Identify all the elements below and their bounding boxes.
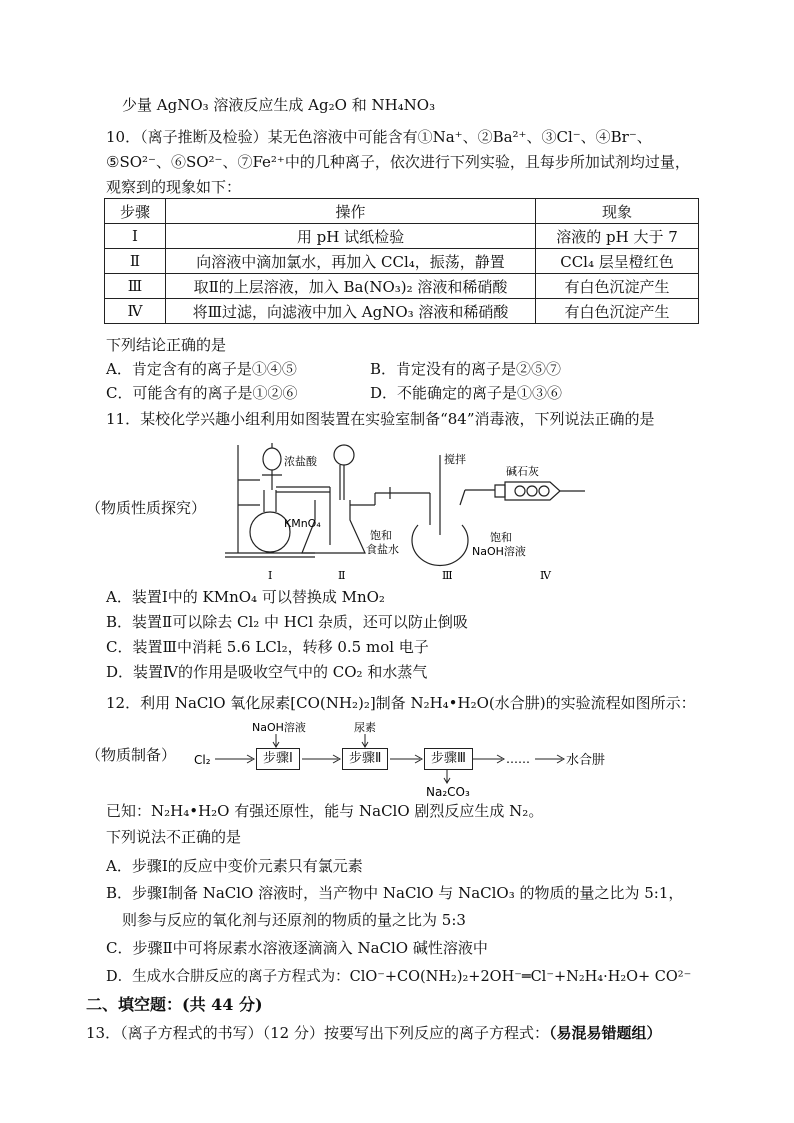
kmno4-label: KMnO₄ (284, 517, 321, 530)
q10-option-a: A．肯定含有的离子是①④⑤ (106, 360, 297, 378)
flow-step3-box: 步骤Ⅲ (424, 748, 473, 770)
table-cell: 向溶液中滴加氯水，再加入 CCl₄，振荡，静置 (166, 249, 536, 274)
device-label-iii: Ⅲ (442, 569, 453, 582)
table-cell: 用 pH 试纸检验 (166, 224, 536, 249)
q12-option-a: A．步骤Ⅰ的反应中变价元素只有氯元素 (106, 857, 363, 875)
q12-stem: 12．利用 NaClO 氧化尿素[CO(NH₂)₂]制备 N₂H₄•H₂O(水合肼)的实验流程如图所示： (106, 694, 696, 712)
table-cell: Ⅰ (105, 224, 166, 249)
table-header: 现象 (536, 199, 699, 224)
cl2-label: Cl₂ (194, 753, 211, 767)
q10-option-c: C．可能含有的离子是①②⑥ (106, 384, 298, 402)
top-line: 少量 AgNO₃ 溶液反应生成 Ag₂O 和 NH₄NO₃ (122, 96, 436, 114)
experiment-table (104, 198, 699, 324)
q11-tag: （物质性质探究） (86, 499, 207, 517)
q13-line (86, 1022, 661, 1044)
stir-label: 搅拌 (444, 453, 466, 466)
q10-line1: 10．（离子推断及检验）某无色溶液中可能含有①Na⁺、②Ba²⁺、③Cl⁻、④Br⁻、 (106, 128, 652, 146)
device-label-i: Ⅰ (268, 569, 273, 582)
q10-option-d: D．不能确定的离子是①③⑥ (370, 384, 563, 402)
table-row (105, 249, 699, 274)
q13-bold-tail: （易混易错题组） (548, 1024, 662, 1042)
flow-step1-box: 步骤Ⅰ (256, 748, 300, 770)
table-row (105, 274, 699, 299)
product-label: 水合肼 (566, 753, 606, 768)
table-header-row (105, 199, 699, 224)
table-row (105, 299, 699, 324)
q11-option-d: D．装置Ⅳ的作用是吸收空气中的 CO₂ 和水蒸气 (106, 663, 428, 681)
q12-stem2: 下列说法不正确的是 (106, 828, 242, 846)
table-header: 操作 (166, 199, 536, 224)
q12-tag: （物质制备） (86, 746, 177, 764)
table-cell: Ⅲ (105, 274, 166, 299)
q10-stem: 下列结论正确的是 (106, 336, 227, 354)
na2co3-label: Na₂CO₃ (426, 785, 470, 798)
q10-line3: 观察到的现象如下： (106, 178, 242, 196)
q11-option-c: C．装置Ⅲ中消耗 5.6 LCl₂，转移 0.5 mol 电子 (106, 638, 429, 656)
q10-line2: ⑤SO²⁻、⑥SO²⁻、⑦Fe²⁺中的几种离子，依次进行下列实验，且每步所加试剂均过量， (106, 153, 690, 171)
table-cell: 溶液的 pH 大于 7 (536, 224, 699, 249)
brine-label-1: 饱和 (370, 529, 392, 542)
flow-step2-box: 步骤Ⅱ (342, 748, 388, 770)
soda-lime-label: 碱石灰 (506, 465, 539, 478)
section-2-title: 二、填空题：(共 44 分) (86, 995, 263, 1014)
brine-label-2: 食盐水 (366, 543, 399, 556)
table-row (105, 224, 699, 249)
urea-label: 尿素 (354, 721, 376, 734)
q11-option-a: A．装置Ⅰ中的 KMnO₄ 可以替换成 MnO₂ (106, 588, 385, 606)
naoh-label-1: 饱和 (490, 531, 512, 544)
apparatus-diagram (220, 435, 590, 585)
table-cell: 将Ⅲ过滤，向滤液中加入 AgNO₃ 溶液和稀硝酸 (166, 299, 536, 324)
device-label-ii: Ⅱ (338, 569, 346, 582)
q13-text: 13．（离子方程式的书写）（12 分）按要写出下列反应的离子方程式： (86, 1024, 549, 1042)
dots-label: …… (506, 752, 530, 766)
q12-known: 已知：N₂H₄•H₂O 有强还原性，能与 NaClO 剧烈反应生成 N₂。 (106, 802, 544, 820)
table-header: 步骤 (105, 199, 166, 224)
q12-option-b1: B．步骤Ⅰ制备 NaClO 溶液时，当产物中 NaClO 与 NaClO₃ 的物质的量之比为 5:1， (106, 884, 684, 902)
table-cell: 有白色沉淀产生 (536, 299, 699, 324)
q12-option-c: C．步骤Ⅱ中可将尿素水溶液逐滴滴入 NaClO 碱性溶液中 (106, 939, 488, 957)
table-cell: 有白色沉淀产生 (536, 274, 699, 299)
q11-stem: 11．某校化学兴趣小组利用如图装置在实验室制备“84”消毒液，下列说法正确的是 (106, 410, 655, 428)
table-cell: Ⅳ (105, 299, 166, 324)
q11-option-b: B．装置Ⅱ可以除去 Cl₂ 中 HCl 杂质，还可以防止倒吸 (106, 613, 468, 631)
naoh-label-2: NaOH溶液 (472, 545, 526, 558)
q10-option-b: B．肯定没有的离子是②⑤⑦ (370, 360, 562, 378)
table-cell: CCl₄ 层呈橙红色 (536, 249, 699, 274)
acid-label: 浓盐酸 (284, 455, 317, 468)
naoh-solution-label: NaOH溶液 (252, 721, 306, 734)
table-cell: Ⅱ (105, 249, 166, 274)
q12-option-d: D．生成水合肼反应的离子方程式为：ClO⁻+CO(NH₂)₂+2OH⁻═Cl⁻+N₂H₄·H₂O+ CO²⁻ (106, 969, 692, 985)
table-cell: 取Ⅱ的上层溶液，加入 Ba(NO₃)₂ 溶液和稀硝酸 (166, 274, 536, 299)
device-label-iv: Ⅳ (540, 569, 551, 582)
q12-option-b2: 则参与反应的氧化剂与还原剂的物质的量之比为 5:3 (122, 911, 466, 929)
